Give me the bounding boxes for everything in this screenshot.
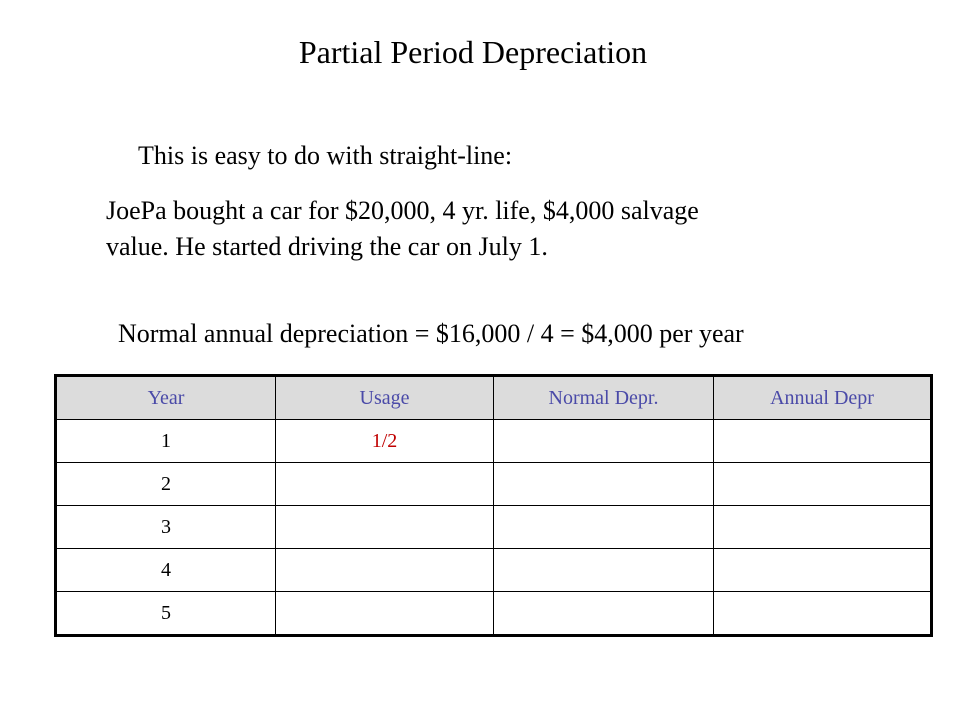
cell-usage bbox=[276, 463, 494, 506]
depreciation-table bbox=[54, 374, 933, 637]
problem-statement bbox=[106, 193, 866, 265]
problem-line-2: value. He started driving the car on July 1. bbox=[106, 232, 548, 261]
cell-usage: 1/2 bbox=[276, 420, 494, 463]
cell-year: 1 bbox=[56, 420, 276, 463]
cell-normal-depr bbox=[494, 549, 714, 592]
cell-annual-depr bbox=[714, 549, 932, 592]
page-title: Partial Period Depreciation bbox=[298, 34, 648, 70]
cell-normal-depr bbox=[494, 463, 714, 506]
table-row bbox=[56, 549, 932, 592]
cell-year: 2 bbox=[56, 463, 276, 506]
depreciation-formula: Normal annual depreciation = $16,000 / 4 = $4,000 per year bbox=[118, 319, 744, 348]
cell-year: 5 bbox=[56, 592, 276, 636]
intro-text: This is easy to do with straight-line: bbox=[138, 141, 513, 170]
header-usage: Usage bbox=[276, 376, 494, 420]
problem-line-1: JoePa bought a car for $20,000, 4 yr. life, $4,000 salvage bbox=[106, 196, 699, 225]
cell-normal-depr bbox=[494, 420, 714, 463]
table-row bbox=[56, 463, 932, 506]
cell-annual-depr bbox=[714, 592, 932, 636]
header-year: Year bbox=[56, 376, 276, 420]
cell-usage bbox=[276, 592, 494, 636]
cell-year: 3 bbox=[56, 506, 276, 549]
cell-annual-depr bbox=[714, 463, 932, 506]
cell-annual-depr bbox=[714, 506, 932, 549]
cell-annual-depr bbox=[714, 420, 932, 463]
table-row bbox=[56, 420, 932, 463]
cell-year: 4 bbox=[56, 549, 276, 592]
header-normal-depr: Normal Depr. bbox=[494, 376, 714, 420]
cell-normal-depr bbox=[494, 592, 714, 636]
table-header-row bbox=[56, 376, 932, 420]
table-row bbox=[56, 506, 932, 549]
table-header bbox=[56, 376, 932, 420]
cell-usage bbox=[276, 506, 494, 549]
table-body bbox=[56, 420, 932, 636]
header-annual-depr: Annual Depr bbox=[714, 376, 932, 420]
table-row bbox=[56, 592, 932, 636]
cell-usage bbox=[276, 549, 494, 592]
cell-normal-depr bbox=[494, 506, 714, 549]
